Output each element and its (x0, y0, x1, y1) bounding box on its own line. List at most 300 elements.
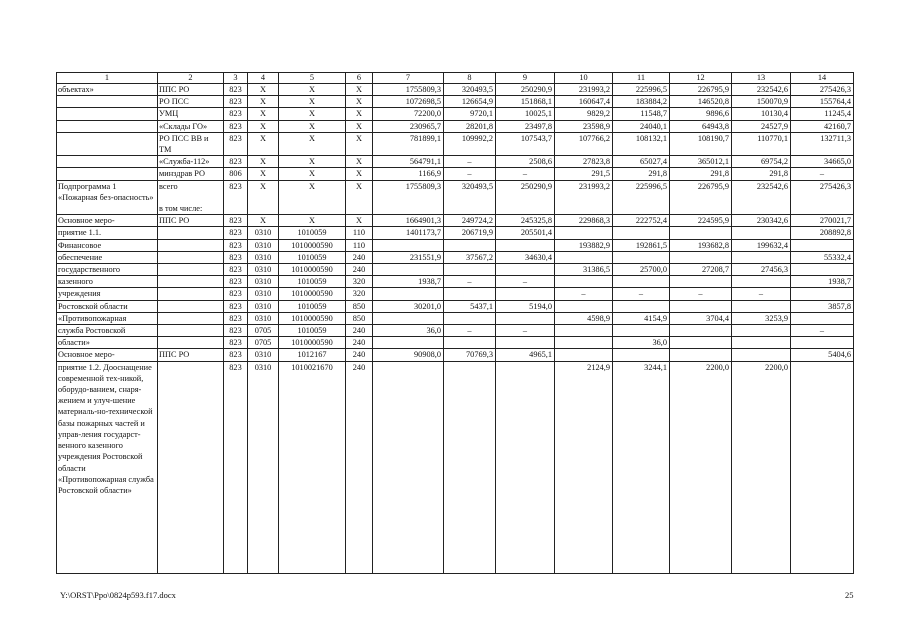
row-executor (158, 227, 224, 239)
amount-cell: 64943,8 (670, 120, 732, 132)
budget-code-cell: 850 (346, 300, 373, 312)
amount-cell: 2200,0 (732, 361, 791, 573)
budget-code-cell: Х (248, 180, 279, 215)
amount-cell: 225996,5 (613, 180, 670, 215)
budget-code-cell: 1010000590 (279, 337, 346, 349)
budget-code-cell: Х (346, 96, 373, 108)
row-executor (158, 300, 224, 312)
budget-code-cell: 823 (224, 349, 248, 361)
row-description: приятие 1.1. (57, 227, 158, 239)
budget-code-cell: 1010000590 (279, 264, 346, 276)
header-cell: 7 (373, 73, 444, 84)
table-row (57, 215, 854, 227)
budget-code-cell: 240 (346, 325, 373, 337)
row-executor: «Служба-112» (158, 156, 224, 168)
amount-cell (670, 300, 732, 312)
amount-cell: 42160,7 (791, 120, 854, 132)
row-executor (158, 312, 224, 324)
row-description: Основное меро- (57, 215, 158, 227)
budget-code-cell: Х (279, 120, 346, 132)
amount-cell (613, 349, 670, 361)
amount-cell (444, 288, 496, 300)
row-description: Подпрограмма 1 «Пожарная без-опасность» (57, 180, 158, 215)
amount-cell: 9829,2 (555, 108, 613, 120)
amount-cell (732, 337, 791, 349)
row-description: Ростовской области (57, 300, 158, 312)
amount-cell (496, 337, 555, 349)
amount-cell: 55332,4 (791, 251, 854, 263)
amount-cell: – (732, 288, 791, 300)
row-description: учреждения (57, 288, 158, 300)
amount-cell: 9896,6 (670, 108, 732, 120)
row-executor: РО ПСС ВВ и ТМ (158, 132, 224, 155)
table-row (57, 288, 854, 300)
budget-code-cell: 0310 (248, 251, 279, 263)
amount-cell (732, 227, 791, 239)
table-row (57, 361, 854, 573)
amount-cell (791, 312, 854, 324)
amount-cell: 291,8 (613, 168, 670, 180)
row-executor: РО ПСС (158, 96, 224, 108)
amount-cell: 206719,9 (444, 227, 496, 239)
table-row (57, 300, 854, 312)
row-executor (158, 325, 224, 337)
amount-cell: 2124,9 (555, 361, 613, 573)
row-executor: ППС РО (158, 349, 224, 361)
header-cell: 10 (555, 73, 613, 84)
row-description (57, 120, 158, 132)
budget-code-cell: Х (346, 180, 373, 215)
page-number: 25 (845, 590, 854, 600)
budget-code-cell: 1010000590 (279, 312, 346, 324)
amount-cell (670, 276, 732, 288)
amount-cell: 1755809,3 (373, 84, 444, 96)
table-row (57, 227, 854, 239)
header-cell: 6 (346, 73, 373, 84)
amount-cell: 109992,2 (444, 132, 496, 155)
row-executor (158, 251, 224, 263)
amount-cell (670, 251, 732, 263)
budget-code-cell: 0310 (248, 361, 279, 573)
amount-cell (496, 239, 555, 251)
amount-cell (373, 361, 444, 573)
budget-code-cell: 1010000590 (279, 239, 346, 251)
budget-code-cell: 1010059 (279, 227, 346, 239)
budget-code-cell: 240 (346, 264, 373, 276)
amount-cell: 232542,6 (732, 180, 791, 215)
budget-code-cell: 823 (224, 132, 248, 155)
amount-cell (496, 312, 555, 324)
amount-cell (555, 325, 613, 337)
budget-code-cell: Х (346, 120, 373, 132)
amount-cell (670, 325, 732, 337)
budget-code-cell: Х (248, 108, 279, 120)
row-executor (158, 276, 224, 288)
budget-code-cell: 0310 (248, 264, 279, 276)
budget-code-cell: Х (346, 84, 373, 96)
table-row (57, 325, 854, 337)
amount-cell (496, 361, 555, 573)
row-description (57, 108, 158, 120)
amount-cell: – (496, 276, 555, 288)
amount-cell: 230342,6 (732, 215, 791, 227)
amount-cell (670, 337, 732, 349)
amount-cell: 2200,0 (670, 361, 732, 573)
amount-cell: 231993,2 (555, 180, 613, 215)
row-description: обеспечение (57, 251, 158, 263)
amount-cell: 365012,1 (670, 156, 732, 168)
amount-cell (613, 276, 670, 288)
row-description (57, 168, 158, 180)
amount-cell: 4154,9 (613, 312, 670, 324)
amount-cell: 245325,8 (496, 215, 555, 227)
amount-cell: 107543,7 (496, 132, 555, 155)
budget-code-cell: Х (346, 215, 373, 227)
budget-code-cell: 0705 (248, 337, 279, 349)
amount-cell: 108132,1 (613, 132, 670, 155)
amount-cell: 192861,5 (613, 239, 670, 251)
budget-code-cell: Х (248, 215, 279, 227)
amount-cell: 27208,7 (670, 264, 732, 276)
budget-code-cell: Х (279, 215, 346, 227)
amount-cell: 37567,2 (444, 251, 496, 263)
row-executor (158, 361, 224, 573)
amount-cell: 250290,9 (496, 84, 555, 96)
budget-code-cell: 1010000590 (279, 288, 346, 300)
amount-cell: 225996,5 (613, 84, 670, 96)
amount-cell (444, 239, 496, 251)
row-description: объектах» (57, 84, 158, 96)
amount-cell: 232542,6 (732, 84, 791, 96)
amount-cell (373, 264, 444, 276)
amount-cell: 24040,1 (613, 120, 670, 132)
amount-cell: 72200,0 (373, 108, 444, 120)
header-cell: 2 (158, 73, 224, 84)
amount-cell: 249724,2 (444, 215, 496, 227)
amount-cell: – (670, 288, 732, 300)
budget-code-cell: 240 (346, 349, 373, 361)
table-row (57, 132, 854, 155)
table-row (57, 312, 854, 324)
amount-cell (444, 312, 496, 324)
amount-cell: 23497,8 (496, 120, 555, 132)
budget-code-cell: Х (346, 156, 373, 168)
table-row (57, 120, 854, 132)
budget-code-cell: 1010059 (279, 276, 346, 288)
budget-code-cell: Х (346, 108, 373, 120)
amount-cell: – (444, 168, 496, 180)
header-cell: 8 (444, 73, 496, 84)
budget-code-cell: 1012167 (279, 349, 346, 361)
amount-cell: 291,8 (670, 168, 732, 180)
amount-cell: 193882,9 (555, 239, 613, 251)
amount-cell: 781899,1 (373, 132, 444, 155)
budget-code-cell: 1010021670 (279, 361, 346, 573)
budget-code-cell: 240 (346, 251, 373, 263)
amount-cell (496, 288, 555, 300)
amount-cell (555, 337, 613, 349)
amount-cell: 132711,3 (791, 132, 854, 155)
budget-code-cell: 0310 (248, 300, 279, 312)
amount-cell (732, 276, 791, 288)
amount-cell (791, 264, 854, 276)
amount-cell: 1401173,7 (373, 227, 444, 239)
amount-cell (613, 300, 670, 312)
budget-code-cell: Х (248, 156, 279, 168)
amount-cell (555, 349, 613, 361)
amount-cell: 4598,9 (555, 312, 613, 324)
budget-code-cell: 823 (224, 227, 248, 239)
footer-file-path: Y:\ORST\Ppo\0824p593.f17.docx (60, 590, 176, 600)
amount-cell (444, 337, 496, 349)
amount-cell: 1938,7 (791, 276, 854, 288)
amount-cell (791, 361, 854, 573)
row-description (57, 156, 158, 168)
amount-cell (613, 251, 670, 263)
row-description: «Противопожарная (57, 312, 158, 324)
table-row (57, 96, 854, 108)
amount-cell: 151868,1 (496, 96, 555, 108)
amount-cell (373, 239, 444, 251)
budget-code-cell: 0310 (248, 227, 279, 239)
row-executor (158, 239, 224, 251)
row-executor: ППС РО (158, 84, 224, 96)
budget-table (56, 72, 854, 574)
table-row (57, 264, 854, 276)
amount-cell: 28201,8 (444, 120, 496, 132)
amount-cell: 150070,9 (732, 96, 791, 108)
amount-cell: 270021,7 (791, 215, 854, 227)
header-cell: 3 (224, 73, 248, 84)
amount-cell: 564791,1 (373, 156, 444, 168)
budget-code-cell: 240 (346, 361, 373, 573)
budget-code-cell: 806 (224, 168, 248, 180)
table-row (57, 337, 854, 349)
amount-cell: 208892,8 (791, 227, 854, 239)
amount-cell: 199632,4 (732, 239, 791, 251)
amount-cell: 320493,5 (444, 180, 496, 215)
row-executor (158, 337, 224, 349)
row-executor (158, 288, 224, 300)
row-description: служба Ростовской (57, 325, 158, 337)
budget-code-cell: Х (279, 156, 346, 168)
amount-cell: 90908,0 (373, 349, 444, 361)
budget-code-cell: 823 (224, 120, 248, 132)
amount-cell: 5437,1 (444, 300, 496, 312)
amount-cell: 224595,9 (670, 215, 732, 227)
amount-cell: 23598,9 (555, 120, 613, 132)
amount-cell: 36,0 (373, 325, 444, 337)
budget-code-cell: 823 (224, 84, 248, 96)
budget-code-cell: 320 (346, 276, 373, 288)
budget-code-cell: 823 (224, 276, 248, 288)
amount-cell: 231993,2 (555, 84, 613, 96)
amount-cell: 10130,4 (732, 108, 791, 120)
budget-code-cell: 240 (346, 337, 373, 349)
budget-code-cell: 823 (224, 251, 248, 263)
amount-cell (613, 227, 670, 239)
row-description: государственного (57, 264, 158, 276)
amount-cell: 205501,4 (496, 227, 555, 239)
row-description: Финансовое (57, 239, 158, 251)
amount-cell: 229868,3 (555, 215, 613, 227)
amount-cell: 1755809,3 (373, 180, 444, 215)
amount-cell: 1938,7 (373, 276, 444, 288)
amount-cell: – (496, 168, 555, 180)
amount-cell: 275426,3 (791, 84, 854, 96)
budget-code-cell: Х (248, 84, 279, 96)
budget-code-cell: Х (279, 180, 346, 215)
table-row (57, 349, 854, 361)
amount-cell (670, 349, 732, 361)
amount-cell: 27823,8 (555, 156, 613, 168)
amount-cell: – (791, 325, 854, 337)
amount-cell: – (444, 156, 496, 168)
amount-cell: 193682,8 (670, 239, 732, 251)
amount-cell: 24527,9 (732, 120, 791, 132)
amount-cell: – (555, 288, 613, 300)
budget-code-cell: 823 (224, 337, 248, 349)
budget-code-cell: 823 (224, 325, 248, 337)
amount-cell (555, 276, 613, 288)
amount-cell (791, 239, 854, 251)
amount-cell: 2508,6 (496, 156, 555, 168)
budget-code-cell: 823 (224, 239, 248, 251)
budget-code-cell: 110 (346, 227, 373, 239)
budget-code-cell: 1010059 (279, 325, 346, 337)
amount-cell: 3253,9 (732, 312, 791, 324)
amount-cell: 5404,6 (791, 349, 854, 361)
table-row (57, 251, 854, 263)
amount-cell (373, 288, 444, 300)
budget-code-cell: 823 (224, 96, 248, 108)
budget-code-cell: 0310 (248, 288, 279, 300)
header-cell: 5 (279, 73, 346, 84)
amount-cell (373, 312, 444, 324)
amount-cell: 291,8 (732, 168, 791, 180)
amount-cell (791, 337, 854, 349)
amount-cell: 36,0 (613, 337, 670, 349)
header-cell: 12 (670, 73, 732, 84)
amount-cell: 9720,1 (444, 108, 496, 120)
amount-cell: 107766,2 (555, 132, 613, 155)
budget-code-cell: 823 (224, 156, 248, 168)
row-executor: УМЦ (158, 108, 224, 120)
amount-cell (555, 227, 613, 239)
row-executor (158, 264, 224, 276)
table-row (57, 108, 854, 120)
amount-cell (496, 264, 555, 276)
amount-cell (732, 325, 791, 337)
amount-cell: 5194,0 (496, 300, 555, 312)
amount-cell: 11548,7 (613, 108, 670, 120)
budget-code-cell: 823 (224, 180, 248, 215)
amount-cell (444, 361, 496, 573)
amount-cell: – (791, 168, 854, 180)
table-row (57, 84, 854, 96)
budget-code-cell: Х (346, 132, 373, 155)
amount-cell: 226795,9 (670, 84, 732, 96)
amount-cell: 1072698,5 (373, 96, 444, 108)
amount-cell: – (613, 288, 670, 300)
amount-cell: 291,5 (555, 168, 613, 180)
header-cell: 9 (496, 73, 555, 84)
amount-cell: 4965,1 (496, 349, 555, 361)
amount-cell: 183884,2 (613, 96, 670, 108)
amount-cell: 320493,5 (444, 84, 496, 96)
amount-cell: 110770,1 (732, 132, 791, 155)
amount-cell: 160647,4 (555, 96, 613, 108)
budget-code-cell: Х (346, 168, 373, 180)
amount-cell: 10025,1 (496, 108, 555, 120)
amount-cell (373, 337, 444, 349)
budget-code-cell: 823 (224, 312, 248, 324)
amount-cell: 250290,9 (496, 180, 555, 215)
amount-cell (791, 288, 854, 300)
row-description (57, 96, 158, 108)
amount-cell: – (444, 325, 496, 337)
budget-code-cell: 0310 (248, 349, 279, 361)
header-cell: 1 (57, 73, 158, 84)
budget-code-cell: 1010059 (279, 300, 346, 312)
amount-cell: 34665,0 (791, 156, 854, 168)
amount-cell: 70769,3 (444, 349, 496, 361)
budget-code-cell: 0310 (248, 239, 279, 251)
amount-cell (555, 251, 613, 263)
budget-code-cell: Х (279, 168, 346, 180)
amount-cell: 27456,3 (732, 264, 791, 276)
table-row (57, 168, 854, 180)
budget-code-cell: Х (248, 96, 279, 108)
amount-cell: 69754,2 (732, 156, 791, 168)
budget-code-cell: 823 (224, 300, 248, 312)
amount-cell: 1664901,3 (373, 215, 444, 227)
row-description: казенного (57, 276, 158, 288)
amount-cell (732, 349, 791, 361)
row-executor: «Склады ГО» (158, 120, 224, 132)
row-description: Основное меро- (57, 349, 158, 361)
budget-code-cell: 823 (224, 361, 248, 573)
budget-code-cell: 850 (346, 312, 373, 324)
budget-code-cell: Х (279, 132, 346, 155)
table-row (57, 276, 854, 288)
amount-cell (555, 300, 613, 312)
amount-cell: 126654,9 (444, 96, 496, 108)
budget-code-cell: 823 (224, 288, 248, 300)
header-cell: 4 (248, 73, 279, 84)
row-executor: ППС РО (158, 215, 224, 227)
amount-cell (732, 300, 791, 312)
table-row (57, 239, 854, 251)
budget-code-cell: 320 (346, 288, 373, 300)
row-description (57, 132, 158, 155)
amount-cell: 65027,4 (613, 156, 670, 168)
budget-code-cell: Х (279, 84, 346, 96)
header-row (57, 73, 854, 84)
table-row (57, 180, 854, 215)
header-cell: 14 (791, 73, 854, 84)
header-cell: 11 (613, 73, 670, 84)
amount-cell: – (496, 325, 555, 337)
budget-code-cell: 0310 (248, 276, 279, 288)
amount-cell (670, 227, 732, 239)
amount-cell: 275426,3 (791, 180, 854, 215)
amount-cell: 11245,4 (791, 108, 854, 120)
budget-code-cell: Х (248, 120, 279, 132)
budget-code-cell: 823 (224, 215, 248, 227)
amount-cell: 146520,8 (670, 96, 732, 108)
row-description: приятие 1.2. Дооснащение современной тех-никой, оборудо-ванием, снаря-жением и улуч-шение материаль-но-технической базы пожарных частей и управ-ления государст-венного казенного учреждения Ростовской области «Противопожарная служба Ростовской области» (57, 361, 158, 573)
